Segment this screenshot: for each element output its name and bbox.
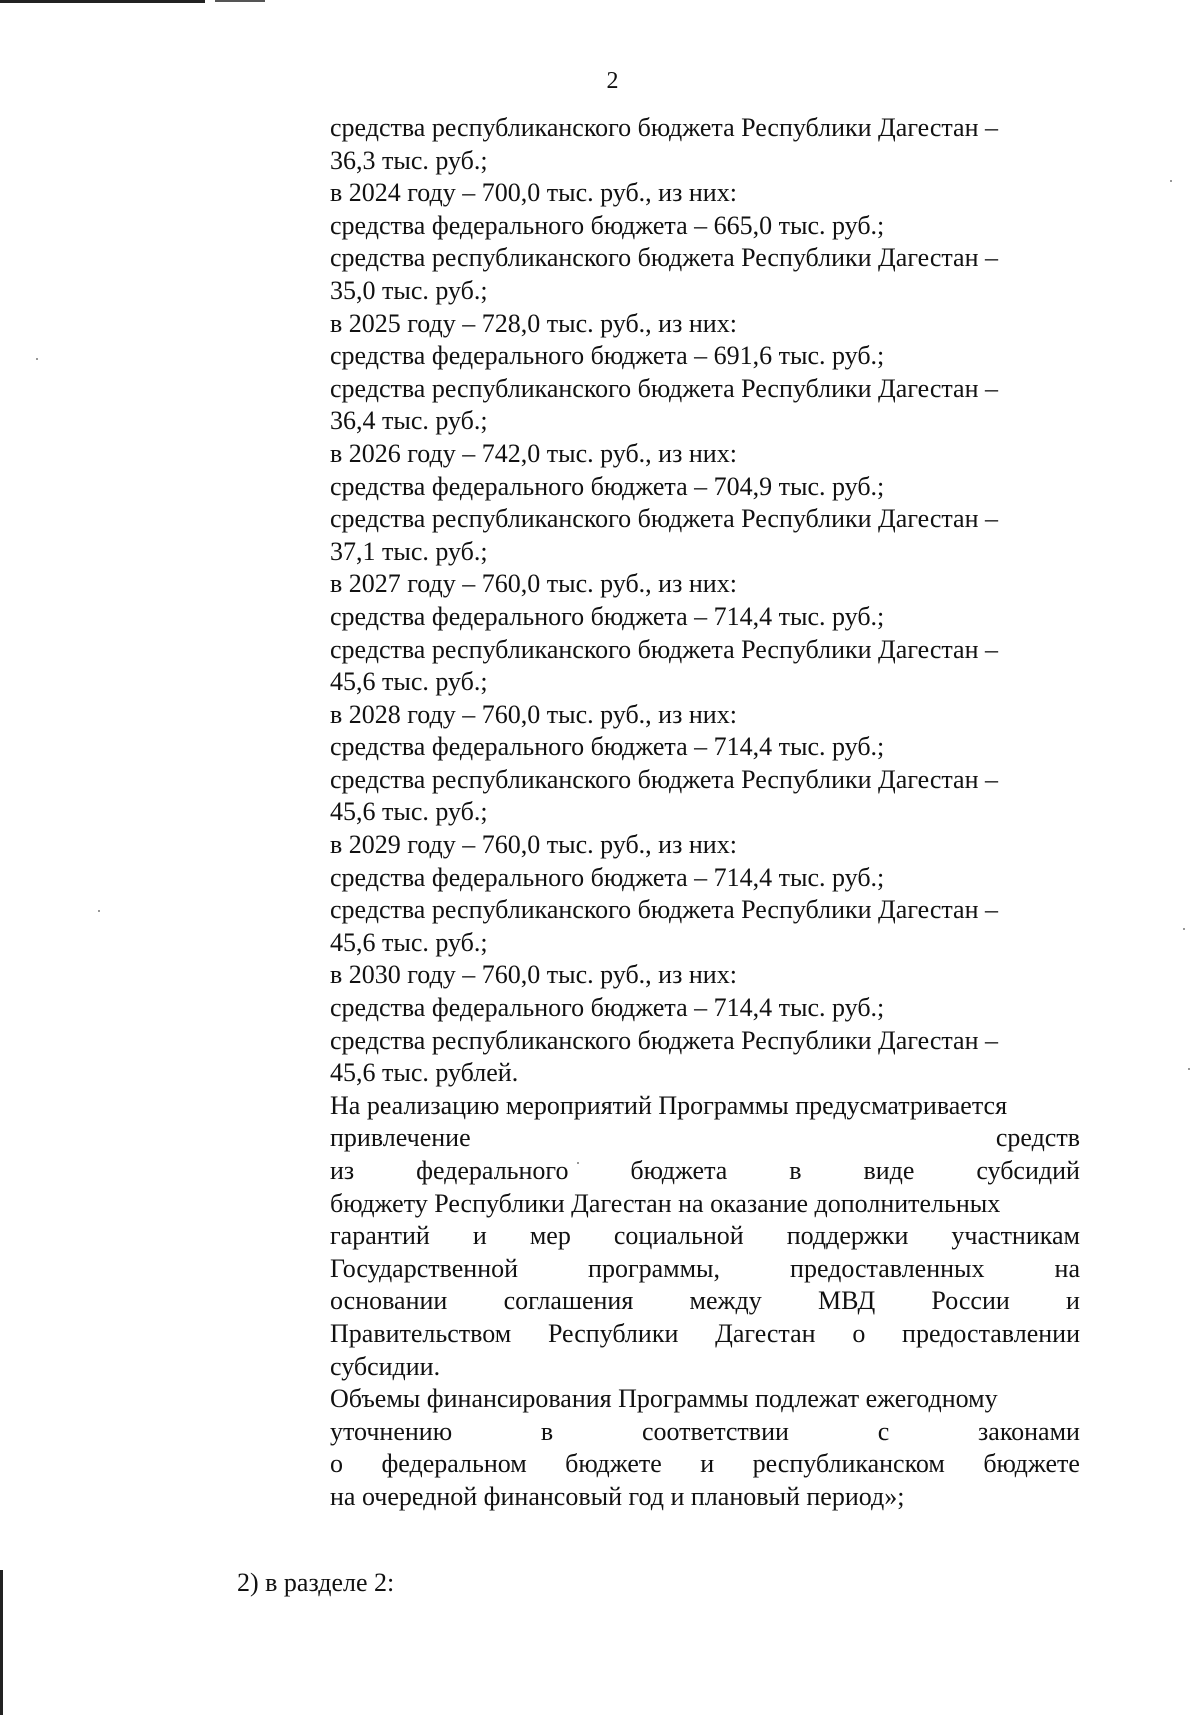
- text-word: привлечение: [330, 1123, 471, 1153]
- text-line: [330, 1448, 1080, 1481]
- text-line: [330, 1220, 1080, 1253]
- scan-speck: [577, 1162, 579, 1164]
- text-word: средств: [995, 1123, 1080, 1153]
- scan-speck: [36, 358, 38, 360]
- text-line: [330, 1416, 1080, 1449]
- text-line: 35,0 тыс. руб.;: [330, 275, 488, 305]
- text-line: средства федерального бюджета – 714,4 тыс. руб.;: [330, 732, 885, 762]
- text-word: предоставленных: [790, 1253, 985, 1283]
- text-line: в 2029 году – 760,0 тыс. руб., из них:: [330, 830, 737, 860]
- text-word: Дагестан: [715, 1318, 816, 1348]
- text-word: федеральном: [381, 1449, 527, 1479]
- text-word: республиканском: [752, 1449, 945, 1479]
- text-line: средства федерального бюджета – 665,0 тыс. руб.;: [330, 210, 885, 240]
- text-word: в: [789, 1156, 802, 1185]
- text-word: поддержки: [786, 1221, 909, 1251]
- text-line: средства федерального бюджета – 714,4 тыс. руб.;: [330, 862, 885, 892]
- text-word: соответствии: [641, 1416, 789, 1446]
- text-line: средства республиканского бюджета Республики Дагестан –: [330, 764, 999, 794]
- text-word: о: [852, 1318, 866, 1348]
- text-line: в 2026 году – 742,0 тыс. руб., из них:: [330, 438, 737, 468]
- text-word: с: [877, 1416, 890, 1446]
- text-word: бюджета: [630, 1156, 728, 1185]
- scan-speck: [98, 910, 100, 912]
- text-line: средства республиканского бюджета Республики Дагестан –: [330, 373, 999, 403]
- text-line: средства республиканского бюджета Республики Дагестан –: [330, 504, 999, 534]
- text-word: основании: [330, 1286, 448, 1316]
- text-line: На реализацию мероприятий Программы предусматривается: [330, 1090, 1008, 1120]
- text-line: средства республиканского бюджета Республики Дагестан –: [330, 243, 999, 273]
- text-word: мер: [529, 1221, 571, 1251]
- text-word: и: [700, 1449, 715, 1479]
- text-line: 37,1 тыс. руб.;: [330, 536, 488, 566]
- text-word: между: [689, 1286, 762, 1316]
- text-word: субсидий: [976, 1156, 1080, 1185]
- text-line: [330, 1253, 1080, 1286]
- text-word: законами: [978, 1416, 1080, 1446]
- scan-speck: [1170, 180, 1172, 182]
- text-word: уточнению: [330, 1416, 453, 1446]
- scan-border-top-fragment: [215, 0, 265, 2]
- scan-speck: [1183, 928, 1185, 930]
- text-word: социальной: [613, 1221, 744, 1251]
- text-line: 36,4 тыс. руб.;: [330, 406, 488, 436]
- scan-speck: [1188, 1068, 1190, 1070]
- text-line: средства республиканского бюджета Республики Дагестан –: [330, 1025, 999, 1055]
- text-line: в 2030 году – 760,0 тыс. руб., из них:: [330, 960, 737, 990]
- text-word: федерального: [416, 1156, 569, 1185]
- scan-border-left: [0, 1570, 3, 1715]
- text-word: бюджете: [565, 1449, 662, 1479]
- text-line: в 2024 году – 700,0 тыс. руб., из них:: [330, 178, 737, 208]
- text-line: [330, 1318, 1080, 1351]
- text-line: [330, 1122, 1080, 1155]
- text-word: Республики: [547, 1318, 679, 1348]
- text-line: 45,6 тыс. руб.;: [330, 797, 488, 827]
- text-line: [330, 1155, 1080, 1188]
- text-word: МВД: [817, 1286, 876, 1316]
- text-word: и: [472, 1221, 487, 1251]
- text-line: средства федерального бюджета – 704,9 тыс. руб.;: [330, 471, 885, 501]
- document-body: [330, 112, 1082, 1514]
- text-line: в 2025 году – 728,0 тыс. руб., из них:: [330, 308, 737, 338]
- text-word: России: [931, 1286, 1010, 1316]
- text-line: бюджету Республики Дагестан на оказание дополнительных: [330, 1188, 1001, 1218]
- text-word: на: [1054, 1253, 1080, 1283]
- text-word: о: [330, 1449, 343, 1479]
- text-word: виде: [863, 1156, 915, 1185]
- page-number: 2: [606, 68, 619, 94]
- text-word: программы,: [588, 1253, 721, 1283]
- text-line: средства федерального бюджета – 714,4 тыс. руб.;: [330, 601, 885, 631]
- text-line: в 2027 году – 760,0 тыс. руб., из них:: [330, 569, 737, 599]
- text-line: [330, 1285, 1080, 1318]
- text-word: из: [330, 1156, 355, 1185]
- text-line: 45,6 тыс. руб.;: [330, 667, 488, 697]
- text-word: гарантий: [330, 1221, 430, 1251]
- scan-border-top: [0, 0, 205, 3]
- text-word: и: [1066, 1286, 1080, 1316]
- text-line: средства республиканского бюджета Республики Дагестан –: [330, 895, 999, 925]
- text-line: на очередной финансовый год и плановый период»;: [330, 1481, 905, 1511]
- text-word: Правительством: [330, 1318, 512, 1348]
- text-word: бюджете: [983, 1449, 1080, 1479]
- section-item-2: 2) в разделе 2:: [237, 1568, 395, 1597]
- text-line: средства федерального бюджета – 691,6 тыс. руб.;: [330, 341, 885, 371]
- text-line: 45,6 тыс. руб.;: [330, 927, 488, 957]
- text-line: средства федерального бюджета – 714,4 тыс. руб.;: [330, 993, 885, 1023]
- text-word: в: [540, 1416, 554, 1446]
- text-line: средства республиканского бюджета Республики Дагестан –: [330, 634, 999, 664]
- text-line: Объемы финансирования Программы подлежат ежегодному: [330, 1384, 998, 1414]
- text-word: соглашения: [503, 1286, 634, 1316]
- text-word: участникам: [951, 1221, 1080, 1251]
- text-word: предоставлении: [902, 1318, 1080, 1348]
- text-line: субсидии.: [330, 1351, 441, 1381]
- text-line: средства республиканского бюджета Республики Дагестан –: [330, 113, 999, 142]
- text-word: Государственной: [330, 1253, 519, 1283]
- text-line: 36,3 тыс. руб.;: [330, 145, 488, 175]
- text-line: 45,6 тыс. рублей.: [330, 1058, 519, 1088]
- text-line: в 2028 году – 760,0 тыс. руб., из них:: [330, 699, 737, 729]
